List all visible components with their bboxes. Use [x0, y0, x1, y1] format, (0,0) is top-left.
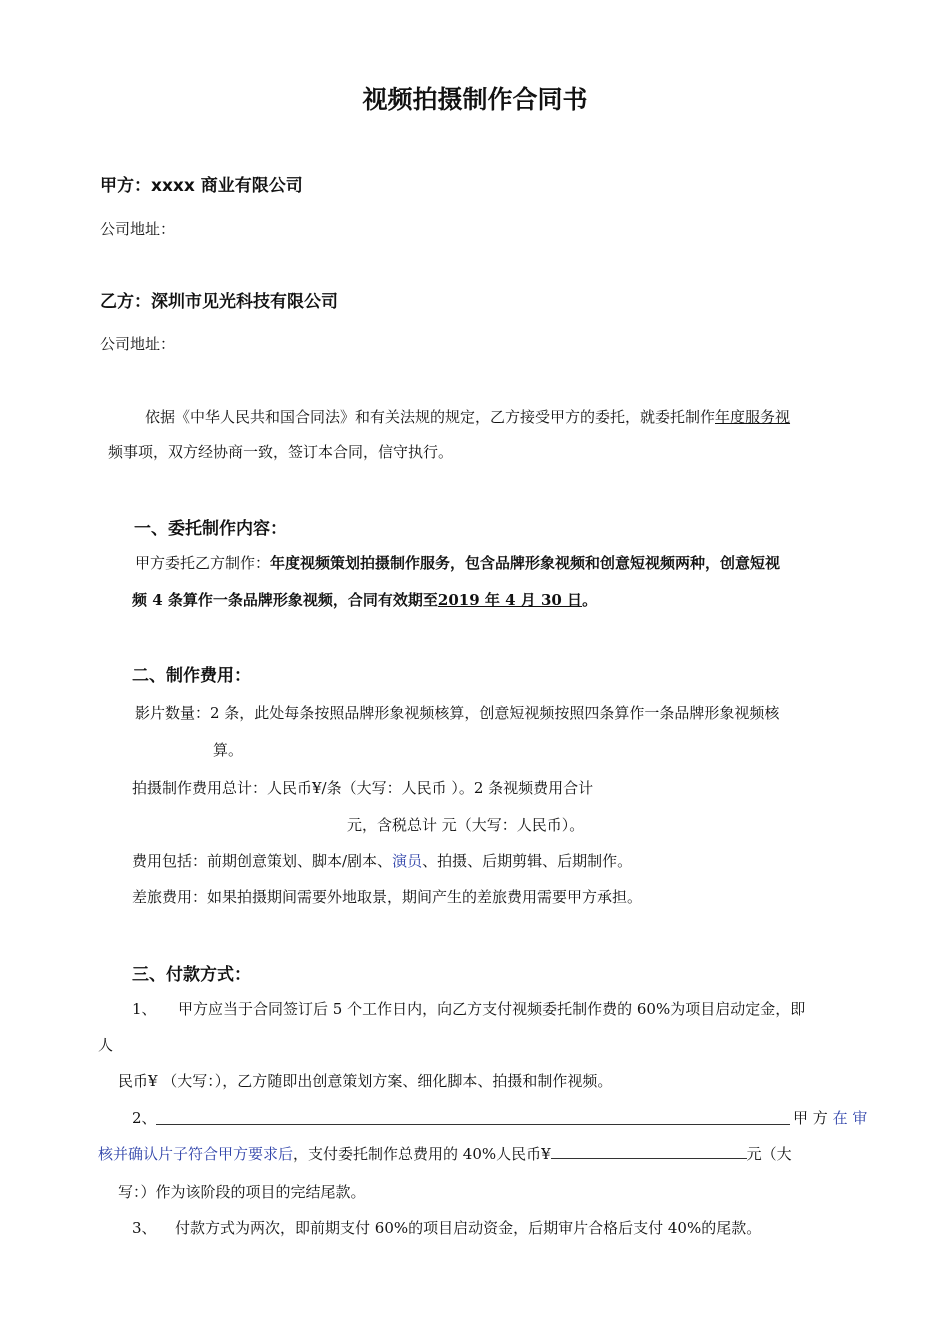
intro-line-1 [145, 406, 790, 427]
section-1-heading: 一、委托制作内容： [134, 519, 287, 539]
section-1-scope: 年度视频策划拍摄制作服务，包含品牌形象视频和创意短视频两种，创意短视 [270, 554, 781, 572]
fee-includes-actors: 演员 [392, 852, 423, 870]
party-a-name: 甲方：xxxx 商业有限公司 [100, 176, 303, 196]
payment-item-2-approval: 核并确认片子符合甲方要求后 [98, 1145, 294, 1163]
payment-item-2-tail [793, 1107, 867, 1128]
payment-item-2-review: 在 审 [832, 1109, 868, 1127]
payment-item-3-num: 3、 [132, 1219, 157, 1237]
section-2-heading: 二、制作费用： [132, 666, 251, 686]
payment-item-2-line-3: 写：）作为该阶段的项目的完结尾款。 [118, 1183, 366, 1201]
party-b-name: 乙方：深圳市见光科技有限公司 [100, 292, 338, 312]
section-1-line-1 [135, 552, 780, 573]
payment-item-1-text: 甲方应当于合同签订后 5 个工作日内，向乙方支付视频委托制作费的 60%为项目启动定金，即 [178, 1000, 806, 1018]
contract-title: 视频拍摄制作合同书 [362, 85, 588, 114]
video-quantity-line-2: 算。 [213, 741, 244, 759]
fee-includes [132, 850, 632, 871]
payment-item-1-line-3: 民币¥ （大写：），乙方随即出创意策划方案、细化脚本、拍摄和制作视频。 [118, 1072, 613, 1090]
payment-item-3-text: 付款方式为两次，即前期支付 60%的项目启动资金，后期审片合格后支付 40%的尾款。 [175, 1219, 762, 1237]
intro-line-2: 频事项，双方经协商一致，签订本合同，信守执行。 [108, 443, 454, 461]
payment-item-2-blank [156, 1107, 790, 1125]
intro-text: 依据《中华人民共和国合同法》和有关法规的规定，乙方接受甲方的委托，就委托制作 [145, 408, 716, 426]
travel-expenses: 差旅费用：如果拍摄期间需要外地取景，期间产生的差旅费用需要甲方承担。 [132, 888, 643, 906]
payment-item-2-line-2 [98, 1143, 792, 1164]
payment-item-1-num: 1、 [132, 1000, 157, 1018]
contract-expiry-date: 2019 年 4 月 30 日 [437, 591, 583, 609]
fee-total-line-1: 拍摄制作费用总计：人民币¥/条（大写：人民币 ）。2 条视频费用合计 [132, 779, 594, 797]
payment-item-2-party-a: 甲 方 [793, 1109, 828, 1127]
fee-includes-text: 费用包括：前期创意策划、脚本/剧本、 [132, 852, 393, 870]
section-3-heading: 三、付款方式： [132, 965, 251, 985]
party-b-address-label: 公司地址： [100, 335, 176, 353]
intro-underlined-term: 年度服务视 [715, 408, 791, 426]
payment-item-2-num: 2、 [132, 1109, 157, 1127]
payment-item-2-final: ，支付委托制作总费用的 40%人民币¥ [293, 1145, 551, 1163]
section-1-prefix: 甲方委托乙方制作： [135, 554, 271, 572]
payment-item-1-wrap: 人 [98, 1036, 114, 1054]
section-1-scope-cont: 频 4 条算作一条品牌形象视频，合同有效期至 [132, 591, 438, 609]
fee-total-line-2: 元，含税总计 元（大写：人民币）。 [347, 816, 585, 834]
fee-includes-rest: 、拍摄、后期剪辑、后期制作。 [422, 852, 633, 870]
payment-item-2-amount-blank [551, 1144, 747, 1159]
party-a-address-label: 公司地址： [100, 220, 176, 238]
payment-item-2-unit: 元（大 [746, 1145, 792, 1163]
section-1-end: 。 [582, 591, 598, 609]
section-1-line-2 [132, 589, 597, 610]
video-quantity-line-1: 影片数量：2 条，此处每条按照品牌形象视频核算，创意短视频按照四条算作一条品牌形象视频核 [135, 704, 780, 722]
